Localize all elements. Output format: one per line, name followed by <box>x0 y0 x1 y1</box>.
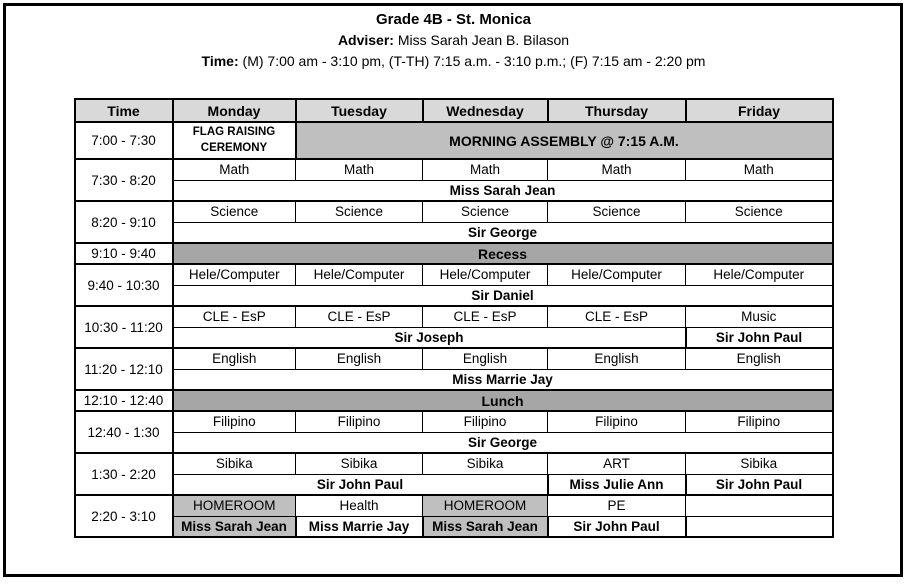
subject-cell: CLE - EsP <box>423 306 548 327</box>
col-header-tuesday: Tuesday <box>296 99 423 122</box>
subject-cell: CLE - EsP <box>296 306 423 327</box>
time-cell: 12:10 - 12:40 <box>75 390 173 411</box>
period-row <box>75 122 833 159</box>
subject-cell: Music <box>686 306 833 327</box>
time-cell: 10:30 - 11:20 <box>75 306 173 348</box>
teacher-row <box>75 369 833 390</box>
subject-cell: Math <box>548 159 686 180</box>
subject-cell: Science <box>423 201 548 222</box>
time-value: (M) 7:00 am - 3:10 pm, (T-TH) 7:15 a.m. - 3:10 p.m.; (F) 7:15 am - 2:20 pm <box>242 53 706 69</box>
subject-cell: PE <box>548 495 686 516</box>
recess-band-cell: Recess <box>173 243 833 264</box>
subject-cell: Hele/Computer <box>686 264 833 285</box>
subject-cell: English <box>423 348 548 369</box>
teacher-row <box>75 222 833 243</box>
recess-row <box>75 243 833 264</box>
lunch-row <box>75 390 833 411</box>
teacher-cell: Sir John Paul <box>686 327 833 348</box>
col-header-thursday: Thursday <box>548 99 686 122</box>
subject-cell: Filipino <box>173 411 296 432</box>
subject-cell: English <box>173 348 296 369</box>
time-cell: 2:20 - 3:10 <box>75 495 173 537</box>
subject-cell-empty <box>686 495 833 516</box>
period-row <box>75 453 833 474</box>
time-label: Time: <box>201 53 239 69</box>
subject-cell: English <box>686 348 833 369</box>
page-title: Grade 4B - St. Monica <box>375 11 532 28</box>
subject-cell: Health <box>296 495 423 516</box>
subject-cell: Filipino <box>548 411 686 432</box>
subject-cell: Filipino <box>296 411 423 432</box>
subject-cell: Science <box>548 201 686 222</box>
subject-cell: Sibika <box>296 453 423 474</box>
subject-cell: Filipino <box>423 411 548 432</box>
teacher-cell: Miss Sarah Jean <box>173 180 833 201</box>
morning-assembly-cell: MORNING ASSEMBLY @ 7:15 A.M. <box>296 122 833 159</box>
teacher-cell: Sir George <box>173 432 833 453</box>
col-header-friday: Friday <box>686 99 833 122</box>
teacher-cell-homeroom: Miss Sarah Jean <box>423 516 548 537</box>
subject-cell: CLE - EsP <box>548 306 686 327</box>
teacher-cell: Sir Joseph <box>173 327 686 348</box>
subject-cell: ART <box>548 453 686 474</box>
time-cell: 12:40 - 1:30 <box>75 411 173 453</box>
teacher-cell: Miss Marrie Jay <box>173 369 833 390</box>
subject-cell: Hele/Computer <box>173 264 296 285</box>
teacher-cell: Sir Daniel <box>173 285 833 306</box>
period-row <box>75 201 833 222</box>
period-row <box>75 495 833 516</box>
class-schedule-table <box>74 98 834 538</box>
subject-cell: Sibika <box>173 453 296 474</box>
col-header-monday: Monday <box>173 99 296 122</box>
time-cell: 8:20 - 9:10 <box>75 201 173 243</box>
subject-cell: Math <box>686 159 833 180</box>
subject-cell-flag-raising: FLAG RAISING CEREMONY <box>173 122 296 159</box>
adviser-name: Miss Sarah Jean B. Bilason <box>397 32 570 48</box>
teacher-row <box>75 516 833 537</box>
time-cell: 9:40 - 10:30 <box>75 264 173 306</box>
subject-cell: CLE - EsP <box>173 306 296 327</box>
document-header <box>0 0 907 72</box>
time-cell: 1:30 - 2:20 <box>75 453 173 495</box>
teacher-row <box>75 327 833 348</box>
subject-cell: English <box>548 348 686 369</box>
teacher-row <box>75 432 833 453</box>
teacher-row <box>75 285 833 306</box>
lunch-band-cell: Lunch <box>173 390 833 411</box>
teacher-row <box>75 474 833 495</box>
time-cell: 11:20 - 12:10 <box>75 348 173 390</box>
period-row <box>75 264 833 285</box>
subject-cell: Math <box>423 159 548 180</box>
period-row <box>75 306 833 327</box>
subject-cell: Math <box>173 159 296 180</box>
teacher-cell: Sir John Paul <box>686 474 833 495</box>
period-row <box>75 348 833 369</box>
adviser-line <box>0 30 907 51</box>
subject-cell-homeroom: HOMEROOM <box>173 495 296 516</box>
subject-cell: Science <box>173 201 296 222</box>
subject-cell: Hele/Computer <box>296 264 423 285</box>
period-row <box>75 411 833 432</box>
subject-cell: Filipino <box>686 411 833 432</box>
subject-cell: Math <box>296 159 423 180</box>
subject-cell: Sibika <box>423 453 548 474</box>
teacher-cell: Sir John Paul <box>173 474 548 495</box>
subject-cell: Hele/Computer <box>548 264 686 285</box>
subject-cell: Sibika <box>686 453 833 474</box>
col-header-wednesday: Wednesday <box>423 99 548 122</box>
time-cell: 7:30 - 8:20 <box>75 159 173 201</box>
time-cell: 9:10 - 9:40 <box>75 243 173 264</box>
subject-cell: Hele/Computer <box>423 264 548 285</box>
teacher-cell: Miss Julie Ann <box>548 474 686 495</box>
teacher-cell: Sir George <box>173 222 833 243</box>
subject-cell-homeroom: HOMEROOM <box>423 495 548 516</box>
teacher-row <box>75 180 833 201</box>
subject-cell: Science <box>296 201 423 222</box>
time-line <box>0 51 907 72</box>
time-cell: 7:00 - 7:30 <box>75 122 173 159</box>
subject-cell: Science <box>686 201 833 222</box>
column-header-row <box>75 99 833 122</box>
teacher-cell-empty <box>686 516 833 537</box>
period-row <box>75 159 833 180</box>
adviser-label: Adviser: <box>337 32 394 48</box>
col-header-time: Time <box>75 99 173 122</box>
teacher-cell: Miss Marrie Jay <box>296 516 423 537</box>
subject-cell: English <box>296 348 423 369</box>
teacher-cell: Sir John Paul <box>548 516 686 537</box>
teacher-cell-homeroom: Miss Sarah Jean <box>173 516 296 537</box>
